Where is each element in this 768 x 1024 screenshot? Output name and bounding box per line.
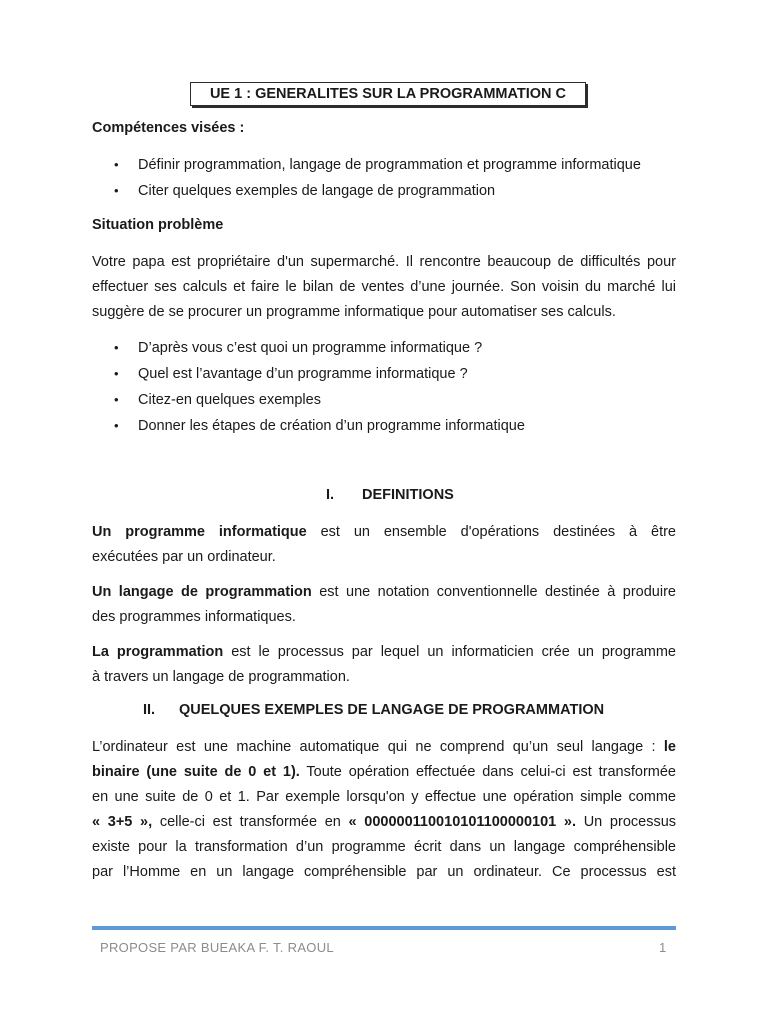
footer-rule xyxy=(92,926,676,930)
situation-line: suggère de se procurer un programme informatique pour automatiser ses calculs. xyxy=(92,304,616,320)
questions-list xyxy=(92,335,676,439)
body-line: en une suite de 0 et 1. Par exemple lorsqu'on y effectue une opération simple comme xyxy=(92,789,676,805)
list-item: • Donner les étapes de création d’un programme informatique xyxy=(92,413,676,439)
body-line: par l’Homme en un langage compréhensible par un ordinateur. Ce processus est xyxy=(92,864,676,880)
section-number: II. xyxy=(143,702,156,718)
definition-line: Un programme informatique est un ensemble d'opérations destinées à être xyxy=(92,524,676,540)
competences-heading: Compétences visées : xyxy=(92,120,245,136)
body-line: L’ordinateur est une machine automatique qui ne comprend qu’un seul langage : le xyxy=(92,739,676,755)
section-title: QUELQUES EXEMPLES DE LANGAGE DE PROGRAMMATION xyxy=(179,702,605,718)
definition-line: La programmation est le processus par lequel un informaticien crée un programme xyxy=(92,644,676,660)
body-line: « 3+5 », celle-ci est transformée en « 000000110010101100000101 ». Un processus xyxy=(92,814,677,830)
definition-line: des programmes informatiques. xyxy=(92,609,296,625)
list-item: • Quel est l’avantage d’un programme informatique ? xyxy=(92,361,676,387)
competences-list xyxy=(92,152,676,204)
definition-line: à travers un langage de programmation. xyxy=(92,669,350,685)
section-number: I. xyxy=(326,487,335,503)
defined-term: Un langage de programmation xyxy=(92,584,312,600)
footer-author: PROPOSE PAR BUEAKA F. T. RAOUL xyxy=(100,940,334,955)
list-item: • Citer quelques exemples de langage de programmation xyxy=(92,178,676,204)
page-title: UE 1 : GENERALITES SUR LA PROGRAMMATION C xyxy=(190,82,586,106)
definition-line: Un langage de programmation est une notation conventionnelle destinée à produire xyxy=(92,584,676,600)
situation-line: effectuer ses calculs et faire le bilan de ventes d’une journée. Son voisin du marché lui xyxy=(92,279,676,295)
list-item: • Citez-en quelques exemples xyxy=(92,387,676,413)
defined-term: Un programme informatique xyxy=(92,524,307,540)
body-line: existe pour la transformation d’un programme écrit dans un langage compréhensible xyxy=(92,839,676,855)
page-number: 1 xyxy=(659,940,667,955)
situation-heading: Situation problème xyxy=(92,217,224,233)
defined-term: La programmation xyxy=(92,644,224,660)
list-item: • Définir programmation, langage de programmation et programme informatique xyxy=(92,152,676,178)
section-heading-definitions xyxy=(326,487,454,503)
section-heading-examples xyxy=(143,702,604,718)
section-title: DEFINITIONS xyxy=(362,487,454,503)
body-line: binaire (une suite de 0 et 1). Toute opération effectuée dans celui-ci est transformée xyxy=(92,764,676,780)
situation-line: Votre papa est propriétaire d'un supermarché. Il rencontre beaucoup de difficultés pour xyxy=(92,254,676,270)
list-item: • D’après vous c’est quoi un programme informatique ? xyxy=(92,335,676,361)
definition-line: exécutées par un ordinateur. xyxy=(92,549,276,565)
